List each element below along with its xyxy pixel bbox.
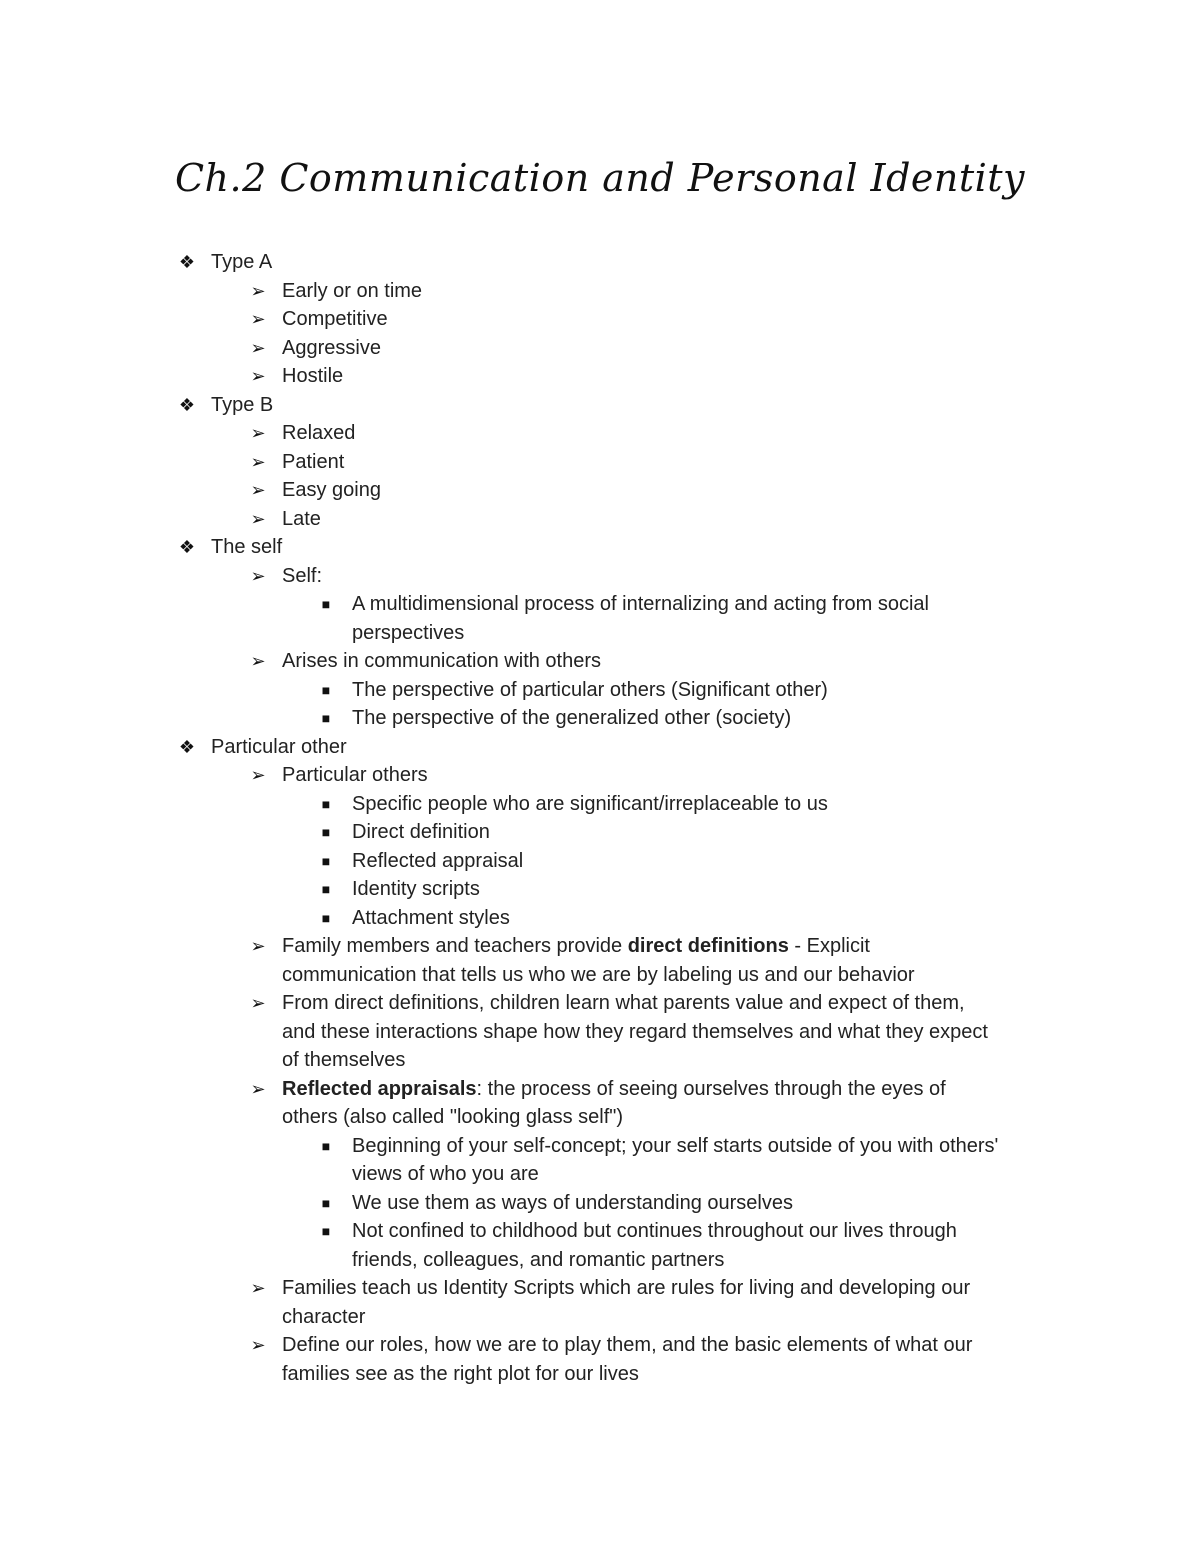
list-item-text: Beginning of your self-concept; your self starts outside of you with others' [352,1134,999,1157]
list-item-text: The perspective of particular others (Significant other) [352,678,828,701]
list-item [178,1132,1078,1161]
list-item [178,590,1078,619]
list-item-text: From direct definitions, children learn what parents value and expect of them, [282,992,965,1014]
list-item [178,505,1078,534]
arrow-bullet-icon: ➢ [250,508,266,529]
list-item [178,1331,1078,1360]
arrow-bullet-icon: ➢ [250,280,266,301]
list-item-text: Type A [211,251,273,273]
list-item-continuation [178,1018,1078,1047]
list-item [178,562,1078,591]
list-item [178,1217,1078,1246]
list-item-continuation [178,1103,1078,1132]
list-item-text: character [282,1305,366,1328]
diamond-bullet-icon: ❖ [178,394,196,415]
list-item-text: Arises in communication with others [282,650,602,672]
list-item-continuation [178,1160,1078,1189]
list-item [178,733,1078,762]
list-item [178,305,1078,334]
list-item-text: Particular other [211,735,347,758]
list-item [178,847,1078,876]
square-bullet-icon: ■ [321,852,331,869]
list-item-text: Families teach us Identity Scripts which are rules for living and developing our [282,1277,971,1299]
list-item [178,277,1078,306]
list-item-text: Early or on time [282,279,423,302]
list-item [178,904,1078,933]
list-item [178,1075,1078,1104]
list-item-text: Competitive [282,308,388,330]
list-item-continuation [178,1246,1078,1275]
list-item-text: families see as the right plot for our lives [282,1362,639,1385]
arrow-bullet-icon: ➢ [250,765,266,785]
square-bullet-icon: ■ [321,795,331,812]
list-item-text: Direct definition [352,821,490,843]
list-item-text: - Explicit [788,935,870,957]
list-item-text: Easy going [282,479,381,501]
list-item-text: Late [282,507,321,530]
arrow-bullet-icon: ➢ [250,993,266,1013]
list-item [178,1274,1078,1303]
square-bullet-icon: ■ [321,1223,331,1239]
list-item [178,533,1078,562]
list-item-continuation [178,961,1078,990]
list-item-continuation [178,619,1078,648]
list-item [178,334,1078,363]
list-item-text: Define our roles, how we are to play them, and the basic elements of what our [282,1334,973,1356]
arrow-bullet-icon: ➢ [250,651,266,671]
list-item-continuation [178,1303,1078,1332]
list-item-text: The perspective of the generalized other (society) [352,707,792,729]
diamond-bullet-icon: ❖ [178,537,196,557]
arrow-bullet-icon: ➢ [250,1335,266,1355]
list-item-text: Identity scripts [352,878,480,900]
list-item [178,1189,1078,1218]
list-item-text: Patient [282,450,345,473]
list-item-text: Type B [211,393,274,416]
list-item [178,362,1078,391]
list-item [178,932,1078,961]
list-item-continuation [178,1046,1078,1075]
arrow-bullet-icon: ➢ [250,936,266,956]
list-item [178,989,1078,1018]
list-item-text: Reflected appraisal [352,849,524,872]
list-item-text: We use them as ways of understanding ourselves [352,1191,793,1214]
list-item [178,790,1078,819]
arrow-bullet-icon: ➢ [250,366,266,386]
list-item-text: views of who you are [352,1163,539,1185]
list-item-text: friends, colleagues, and romantic partners [352,1248,725,1271]
list-item-text: Hostile [282,365,344,387]
list-item-text: : the process of seeing ourselves through the eyes of [476,1077,946,1100]
arrow-bullet-icon: ➢ [250,423,266,443]
list-item-continuation [178,1360,1078,1389]
list-item-text: Aggressive [282,336,381,359]
list-item-text: Particular others [282,764,428,786]
list-item [178,391,1078,420]
list-item-text: Self: [282,564,323,587]
list-item [178,818,1078,847]
arrow-bullet-icon: ➢ [250,309,266,329]
list-item-text: Relaxed [282,422,356,444]
page-title: Ch.2 Communication and Personal Identity [174,156,1026,200]
list-item [178,704,1078,733]
list-item [178,875,1078,904]
square-bullet-icon: ■ [321,909,331,926]
arrow-bullet-icon: ➢ [250,1078,266,1099]
list-item-text: of themselves [282,1049,406,1071]
list-item [178,448,1078,477]
square-bullet-icon: ■ [321,1137,331,1154]
list-item-text: Family members and teachers provide [282,935,628,957]
list-item-text: others (also called "looking glass self") [282,1106,624,1128]
list-item-text: Specific people who are significant/irreplaceable to us [352,792,828,815]
square-bullet-icon: ■ [321,710,331,726]
arrow-bullet-icon: ➢ [250,1278,266,1298]
list-item [178,676,1078,705]
arrow-bullet-icon: ➢ [250,451,266,472]
list-item [178,248,1078,277]
bold-term-reflected-appraisals: Reflected appraisals [282,1077,477,1100]
list-item [178,647,1078,676]
diamond-bullet-icon: ❖ [178,736,196,757]
notes-outline [178,248,1078,1388]
square-bullet-icon: ■ [321,824,331,840]
list-item-text: communication that tells us who we are by labeling us and our behavior [282,963,915,986]
list-item-text: Attachment styles [352,906,510,929]
arrow-bullet-icon: ➢ [250,337,266,358]
square-bullet-icon: ■ [321,881,331,897]
bold-term-direct-definitions: direct definitions [627,935,789,957]
square-bullet-icon: ■ [321,1194,331,1211]
list-item-text: The self [211,536,283,558]
square-bullet-icon: ■ [321,596,331,612]
arrow-bullet-icon: ➢ [250,480,266,500]
list-item-text: A multidimensional process of internalizing and acting from social [352,593,929,615]
list-item [178,419,1078,448]
diamond-bullet-icon: ❖ [178,252,196,272]
list-item-text: and these interactions shape how they regard themselves and what they expect [282,1020,988,1043]
list-item [178,761,1078,790]
list-item [178,476,1078,505]
arrow-bullet-icon: ➢ [250,565,266,586]
list-item-text: Not confined to childhood but continues throughout our lives through [352,1220,957,1242]
list-item-text: perspectives [352,621,465,644]
square-bullet-icon: ■ [321,681,331,698]
